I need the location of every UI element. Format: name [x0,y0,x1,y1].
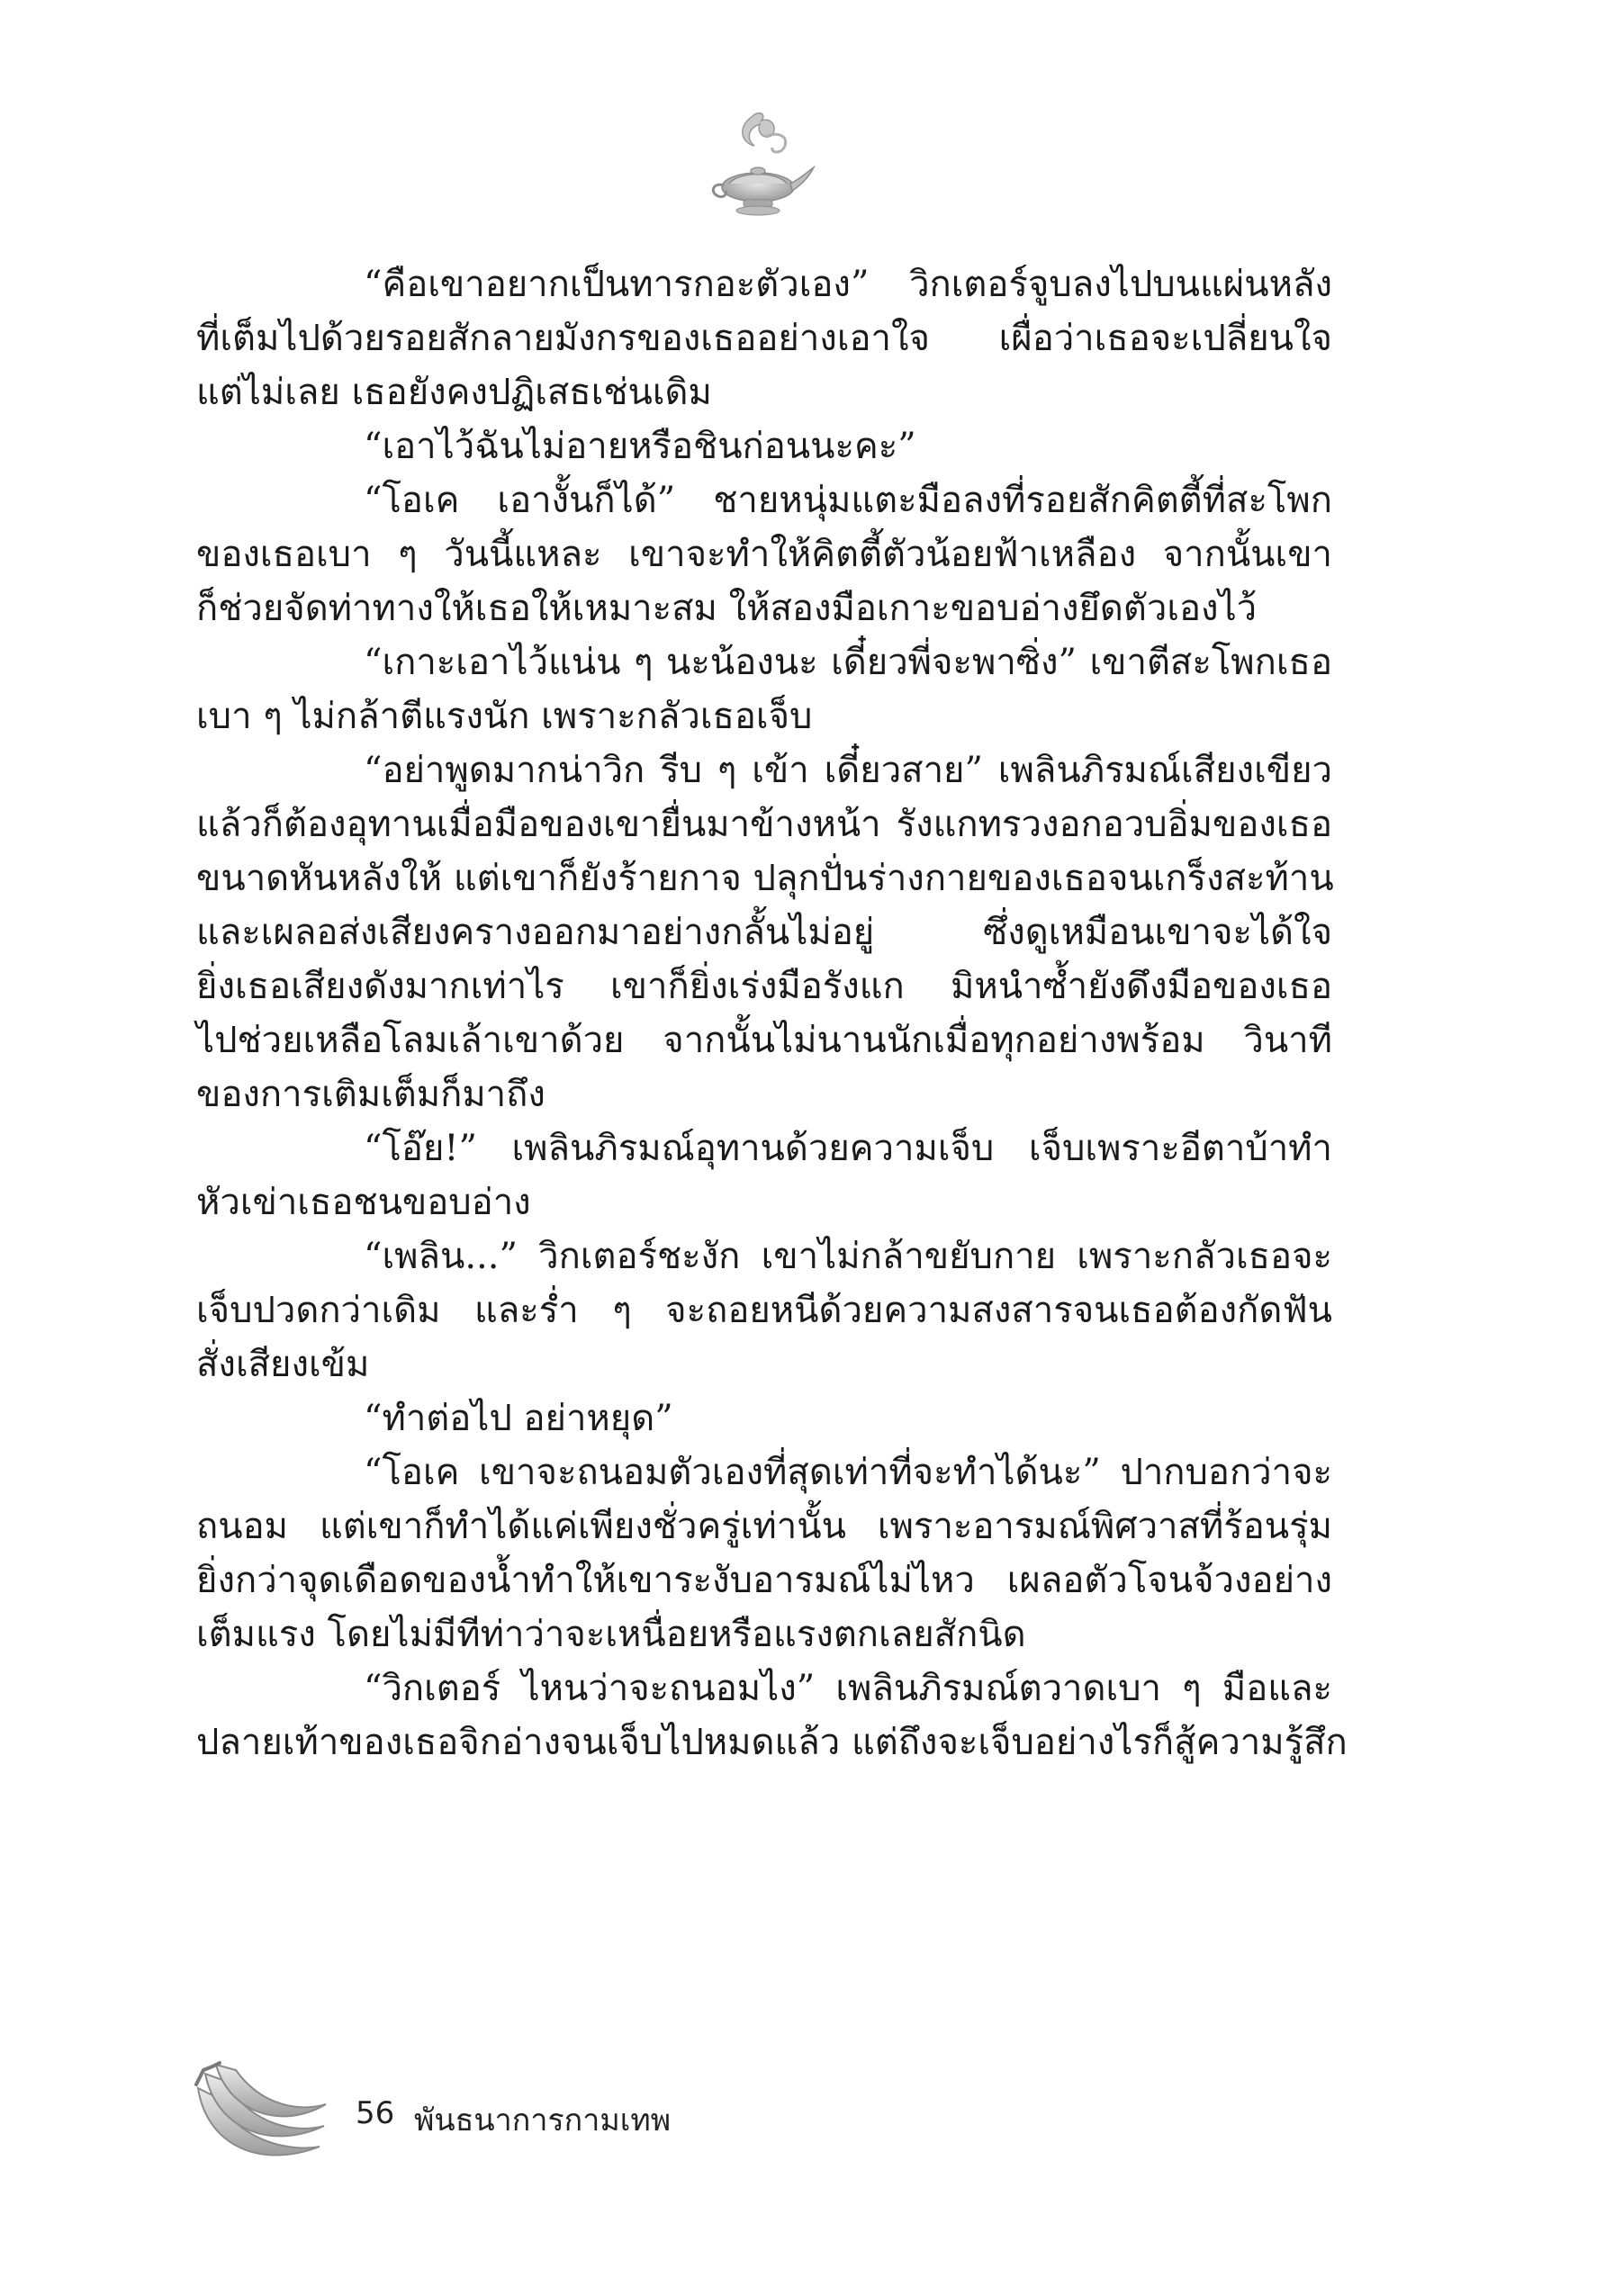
page-footer [189,2061,909,2178]
text-line: “ทำต่อไป อย่าหยุด” [364,1398,673,1439]
page-number: 56 [356,2095,395,2131]
text-line: ก็ช่วยจัดท่าทางให้เธอให้เหมาะสม ให้สองมือเกาะขอบอ่างยึดตัวเองไว้ [196,588,1258,629]
text-line: “คือเขาอยากเป็นทารกอะตัวเอง” วิกเตอร์จูบลงไปบนแผ่นหลัง [364,264,1332,305]
text-line: เบา ๆ ไม่กล้าตีแรงนัก เพราะกลัวเธอเจ็บ [196,696,813,737]
text-line: เต็มแรง โดยไม่มีทีท่าว่าจะเหนื่อยหรือแรงตกเลยสักนิด [196,1614,1026,1655]
text-line: ไปช่วยเหลือโลมเล้าเขาด้วย จากนั้นไม่นานนักเมื่อทุกอย่างพร้อม วินาที [196,1020,1332,1061]
text-line: แต่ไม่เลย เธอยังคงปฏิเสธเช่นเดิม [196,372,712,413]
text-line: ปลายเท้าของเธอจิกอ่างจนเจ็บไปหมดแล้ว แต่ถึงจะเจ็บอย่างไรก็สู้ความรู้สึก [196,1722,1348,1763]
text-line: ถนอม แต่เขาก็ทำได้แค่เพียงชั่วครู่เท่านั้น เพราะอารมณ์พิศวาสที่ร้อนรุ่ม [196,1506,1332,1547]
magic-lamp-icon [702,108,819,225]
text-line: ที่เต็มไปด้วยรอยสักลายมังกรของเธออย่างเอาใจ เผื่อว่าเธอจะเปลี่ยนใจ [196,318,1332,359]
body-text [196,257,1348,1769]
text-line: ของเธอเบา ๆ วันนี้แหละ เขาจะทำให้คิตตี้ตัวน้อยฟ้าเหลือง จากนั้นเขา [196,534,1332,575]
text-line: หัวเข่าเธอชนขอบอ่าง [196,1182,531,1223]
text-line: “โอ๊ย!” เพลินภิรมณ์อุทานด้วยความเจ็บ เจ็บเพราะอีตาบ้าทำ [364,1128,1332,1169]
text-line: “โอเค เอางั้นก็ได้” ชายหนุ่มแตะมือลงที่รอยสักคิตตี้ที่สะโพก [364,480,1332,521]
text-line: ยิ่งกว่าจุดเดือดของน้ำทำให้เขาระงับอารมณ์ไม่ไหว เผลอตัวโจนจ้วงอย่าง [196,1560,1332,1601]
text-line: และเผลอส่งเสียงครางออกมาอย่างกลั้นไม่อยู่ ซึ่งดูเหมือนเขาจะได้ใจ [196,912,1332,953]
text-line: ยิ่งเธอเสียงดังมากเท่าไร เขาก็ยิ่งเร่งมือรังแก มิหนำซ้ำยังดึงมือของเธอ [196,966,1332,1007]
text-line: แล้วก็ต้องอุทานเมื่อมือของเขายื่นมาข้างหน้า รังแกทรวงอกอวบอิ่มของเธอ [196,804,1332,845]
book-title: พันธนาการกามเทพ [414,2102,672,2138]
text-line: “เอาไว้ฉันไม่อายหรือชินก่อนนะคะ” [364,426,916,467]
text-line: สั่งเสียงเข้ม [196,1344,370,1385]
text-line: เจ็บปวดกว่าเดิม และร่ำ ๆ จะถอยหนีด้วยความสงสารจนเธอต้องกัดฟัน [196,1290,1332,1331]
text-line: “วิกเตอร์ ไหนว่าจะถนอมไง” เพลินภิรมณ์ตวาดเบา ๆ มือและ [364,1668,1332,1709]
text-line: ขนาดหันหลังให้ แต่เขาก็ยังร้ายกาจ ปลุกปั่นร่างกายของเธอจนเกร็งสะท้าน [196,858,1334,899]
text-line: “อย่าพูดมากน่าวิก รีบ ๆ เข้า เดี๋ยวสาย” เพลินภิรมณ์เสียงเขียว [364,750,1332,791]
text-line: “เกาะเอาไว้แน่น ๆ นะน้องนะ เดี๋ยวพี่จะพาซิ่ง” เขาตีสะโพกเธอ [364,642,1332,683]
text-line: ของการเติมเต็มก็มาถึง [196,1074,546,1115]
text-line: “เพลิน...” วิกเตอร์ชะงัก เขาไม่กล้าขยับกาย เพราะกลัวเธอจะ [364,1236,1332,1277]
banana-icon [189,2061,333,2178]
text-line: “โอเค เขาจะถนอมตัวเองที่สุดเท่าที่จะทำได้นะ” ปากบอกว่าจะ [364,1452,1332,1493]
